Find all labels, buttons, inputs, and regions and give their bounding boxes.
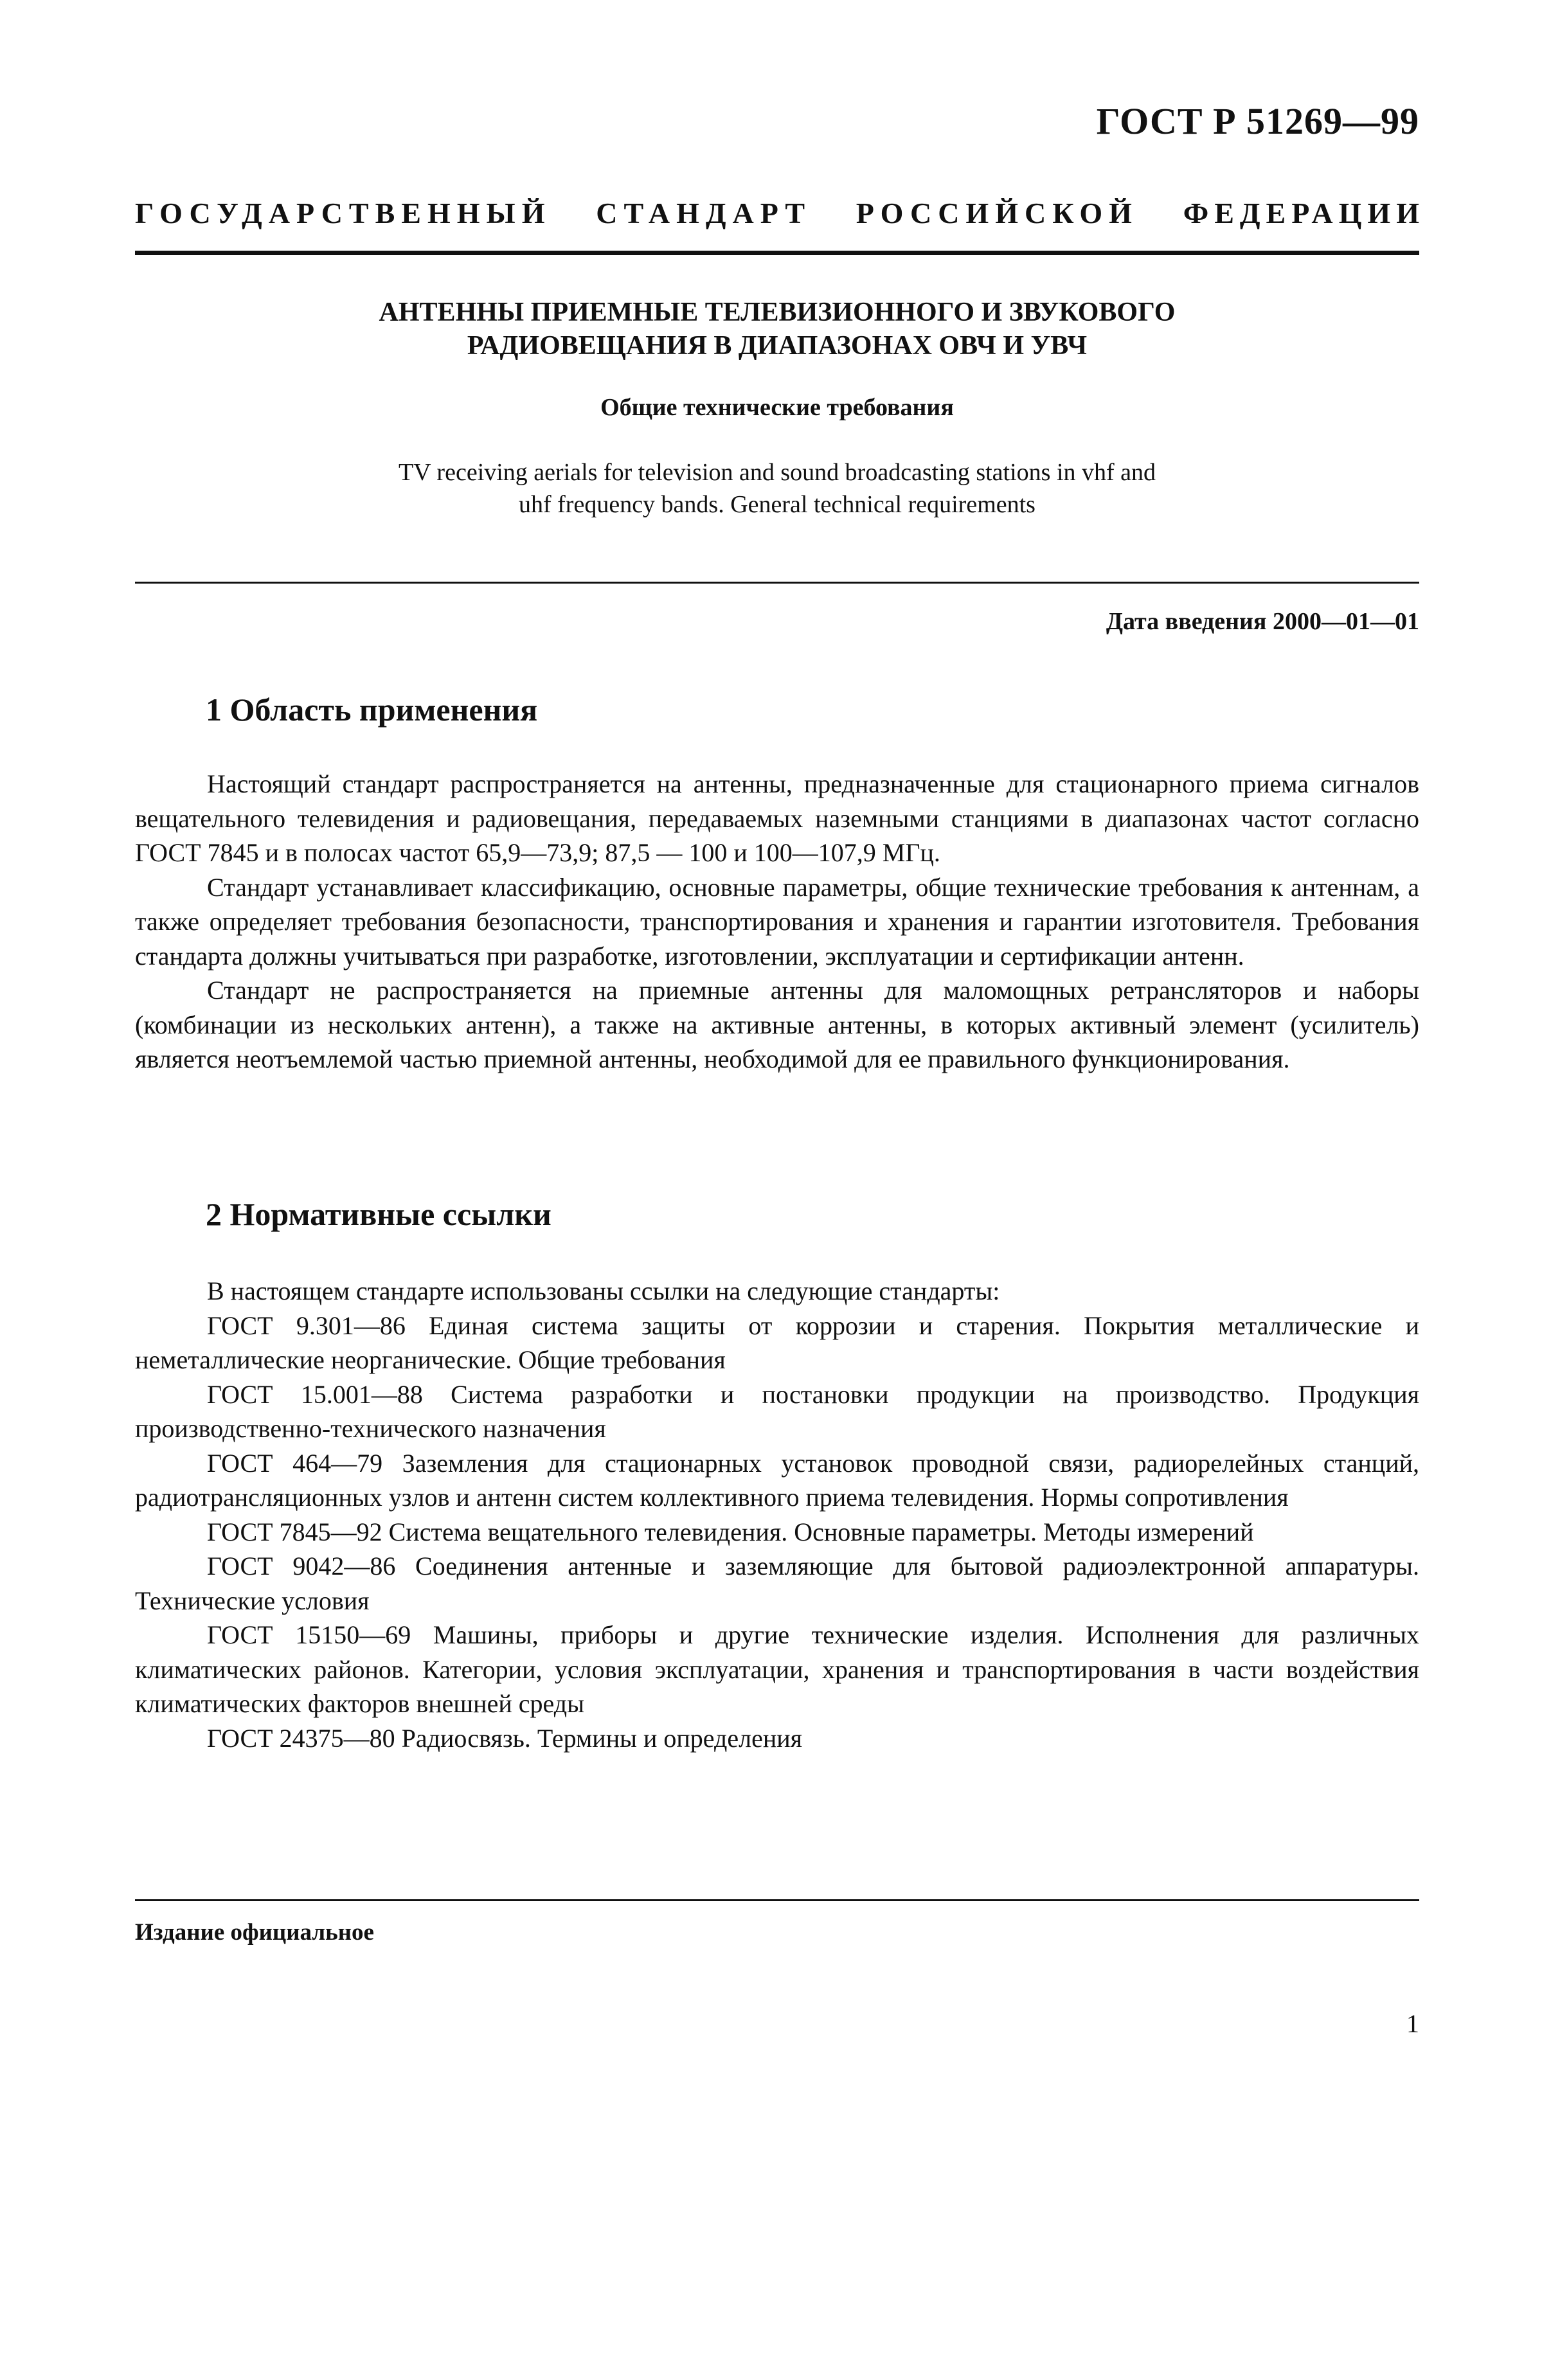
page-number: 1: [1406, 2009, 1419, 2038]
standard-number: ГОСТ Р 51269—99: [1096, 100, 1419, 142]
reference-entry: ГОСТ 9042—86 Соединения антенные и заземляющие для бытовой радиоэлектронной аппаратуры. Технические условия: [135, 1552, 1419, 1615]
reference-entry: ГОСТ 15150—69 Машины, приборы и другие технические изделия. Исполнения для различных климатических районов. Категории, условия эксплуатации, хранения и транспортирования в части воздействия климатических факторов внешней среды: [135, 1620, 1419, 1718]
reference-entry: ГОСТ 9.301—86 Единая система защиты от коррозии и старения. Покрытия металлические и неметаллические неорганические. Общие требования: [135, 1311, 1419, 1374]
state-standard-banner: [135, 196, 1425, 230]
reference-entry: ГОСТ 15.001—88 Система разработки и постановки продукции на производство. Продукция производственно-технического назначения: [135, 1379, 1419, 1443]
reference-entry: ГОСТ 7845—92 Система вещательного телевидения. Основные параметры. Методы измерений: [207, 1517, 1254, 1546]
english-title-line: uhf frequency bands. General technical requirements: [519, 491, 1035, 518]
paragraph: Стандарт устанавливает классификацию, основные параметры, общие технические требования к антеннам, а также определяет требования безопасности, транспортирования и хранения и гарантии изготовителя. Требования стандарта должны учитываться при разработке, изготовлении, эксплуатации и сертификации антенн.: [135, 872, 1419, 971]
introduction-date: Дата введения 2000—01—01: [1106, 608, 1419, 635]
document-title: [135, 296, 1419, 362]
title-line: РАДИОВЕЩАНИЯ В ДИАПАЗОНАХ ОВЧ И УВЧ: [467, 331, 1088, 361]
section-heading-scope: 1 Область применения: [206, 692, 538, 728]
paragraph: Настоящий стандарт распространяется на антенны, предназначенные для стационарного приема сигналов вещательного телевидения и радиовещания, передаваемых наземными станциями в диапазонах частот согласно ГОСТ 7845 и в полосах частот 65,9—73,9; 87,5 — 100 и 100—107,9 МГц.: [135, 769, 1419, 867]
title-divider: [135, 582, 1419, 584]
paragraph: В настоящем стандарте использованы ссылки на следующие стандарты:: [207, 1276, 1000, 1305]
header-divider: [135, 251, 1419, 255]
banner-word: ФЕДЕРАЦИИ: [1183, 197, 1425, 229]
document-subtitle: Общие технические требования: [600, 394, 954, 421]
english-title-line: TV receiving aerials for television and sound broadcasting stations in vhf and: [398, 459, 1156, 486]
banner-word: РОССИЙСКОЙ: [856, 197, 1138, 229]
reference-entry: ГОСТ 464—79 Заземления для стационарных установок проводной связи, радиорелейных станций, радиотрансляционных узлов и антенн систем коллективного приема телевидения. Нормы сопротивления: [135, 1448, 1419, 1512]
english-title: [135, 456, 1419, 521]
section-heading-references: 2 Нормативные ссылки: [206, 1196, 551, 1232]
reference-entry: ГОСТ 24375—80 Радиосвязь. Термины и определения: [207, 1723, 803, 1753]
document-page: [135, 0, 1425, 2380]
title-line: АНТЕННЫ ПРИЕМНЫЕ ТЕЛЕВИЗИОННОГО И ЗВУКОВОГО: [379, 298, 1176, 327]
footer-divider: [135, 1899, 1419, 1901]
paragraph: Стандарт не распространяется на приемные антенны для маломощных ретрансляторов и наборы (комбинации из нескольких антенн), а также на активные антенны, в которых активный элемент (усилитель) является неотъемлемой частью приемной антенны, необходимой для ее правильного функционирования.: [135, 976, 1419, 1073]
banner-word: СТАНДАРТ: [596, 197, 812, 229]
section-scope-body: [135, 767, 1419, 1077]
section-references-body: [135, 1274, 1419, 1755]
official-edition-label: Издание официальное: [135, 1919, 374, 1946]
banner-word: ГОСУДАРСТВЕННЫЙ: [135, 197, 551, 229]
